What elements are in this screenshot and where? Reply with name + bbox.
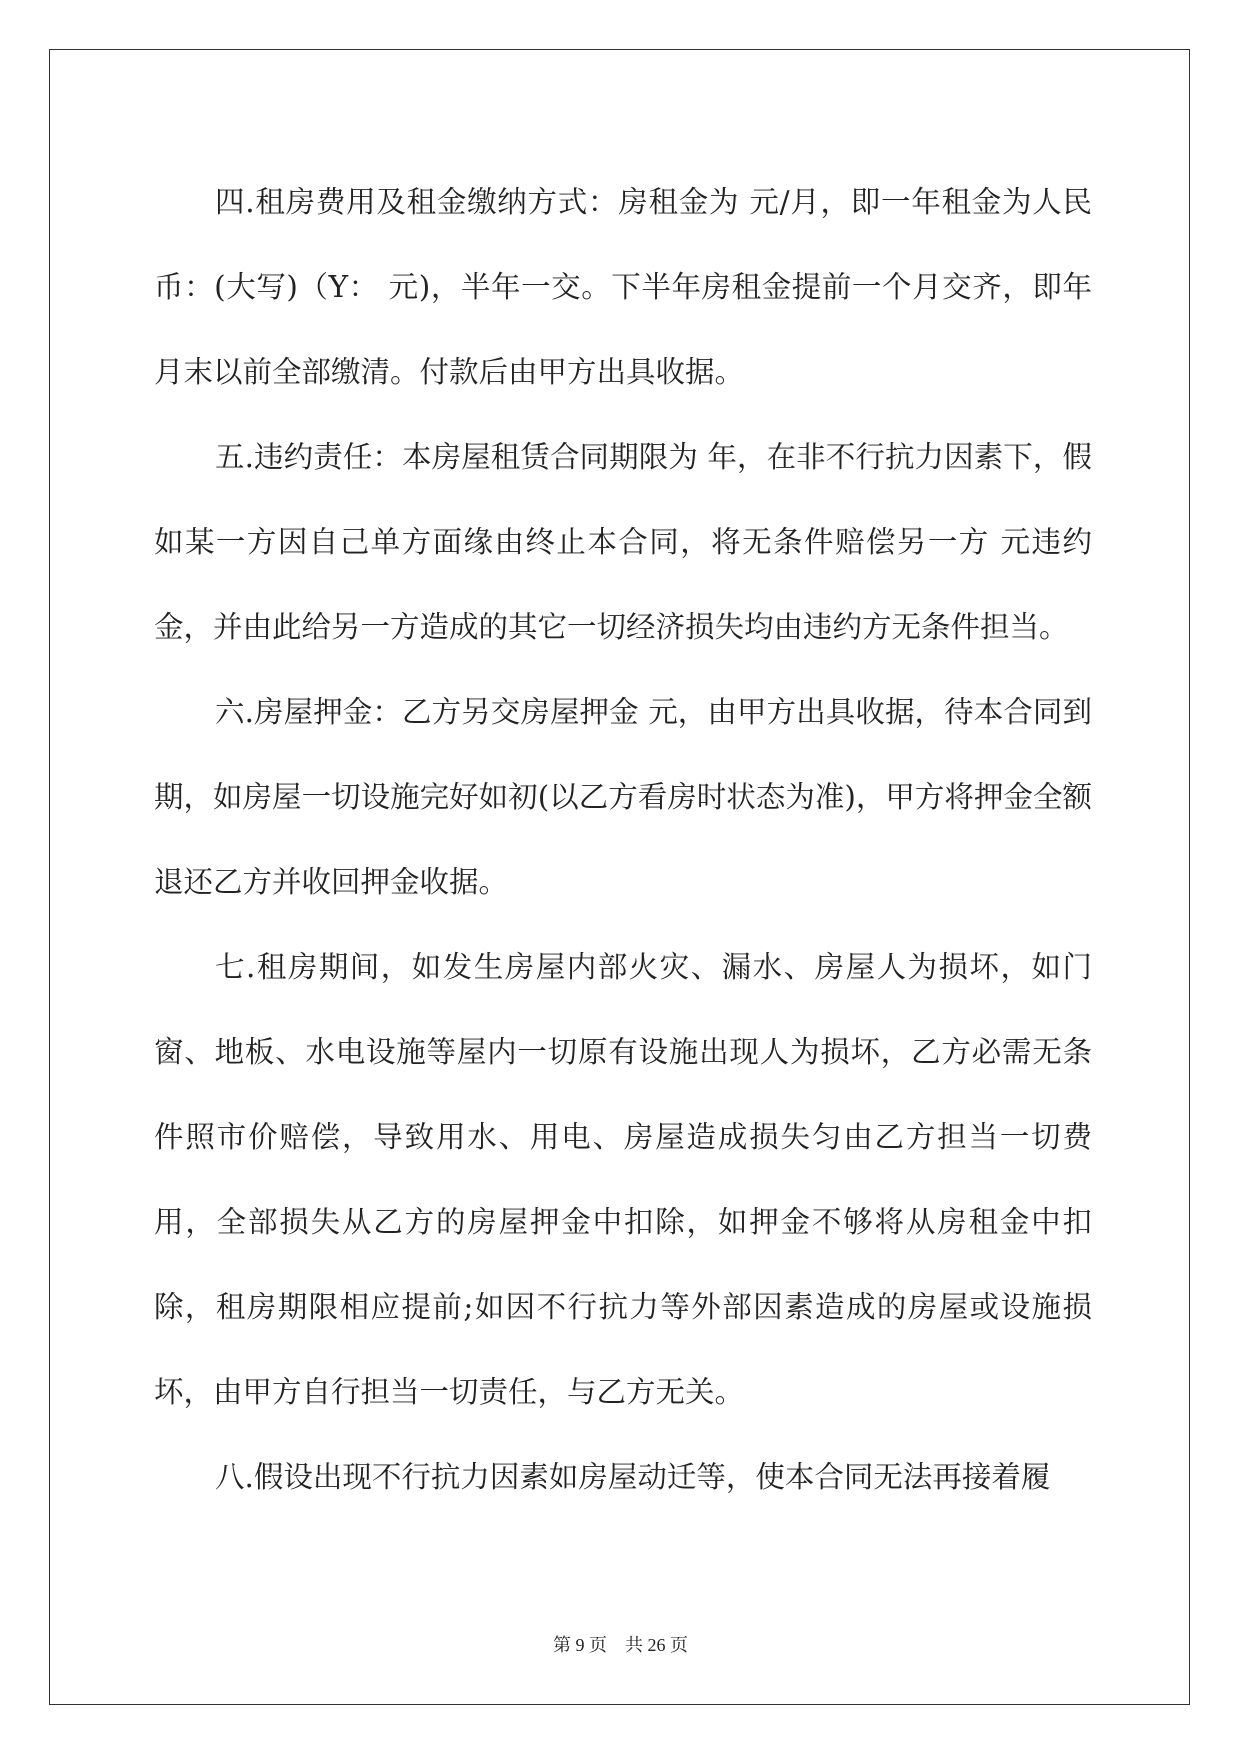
- page-number: 第 9 页: [553, 1635, 607, 1655]
- page-total: 共 26 页: [625, 1635, 688, 1655]
- page-footer: [0, 1631, 1241, 1657]
- clause-7-paragraph: 七.租房期间，如发生房屋内部火灾、漏水、房屋人为损坏，如门窗、地板、水电设施等屋内一切原有设施出现人为损坏，乙方必需无条件照市价赔偿，导致用水、用电、房屋造成损失匀由乙方担当一切费用，全部损失从乙方的房屋押金中扣除，如押金不够将从房租金中扣除，租房期限相应提前;如因不行抗力等外部因素造成的房屋或设施损坏，由甲方自行担当一切责任，与乙方无关。: [154, 950, 1092, 1409]
- document-body: [154, 160, 1092, 1520]
- clause-6-paragraph: 六.房屋押金：乙方另交房屋押金 元，由甲方出具收据，待本合同到期，如房屋一切设施完好如初(以乙方看房时状态为准)，甲方将押金全额退还乙方并收回押金收据。: [154, 695, 1092, 899]
- clause-5-paragraph: 五.违约责任：本房屋租赁合同期限为 年，在非不行抗力因素下，假如某一方因自己单方面缘由终止本合同，将无条件赔偿另一方 元违约金，并由此给另一方造成的其它一切经济损失均由违约方无条件担当。: [154, 440, 1092, 644]
- clause-8-paragraph: 八.假设出现不行抗力因素如房屋动迁等，使本合同无法再接着履: [215, 1460, 1051, 1494]
- clause-4-paragraph: 四.租房费用及租金缴纳方式：房租金为 元/月，即一年租金为人民币：(大写)（Y： 元)，半年一交。下半年房租金提前一个月交齐，即年月末以前全部缴清。付款后由甲方出具收据。: [154, 185, 1092, 389]
